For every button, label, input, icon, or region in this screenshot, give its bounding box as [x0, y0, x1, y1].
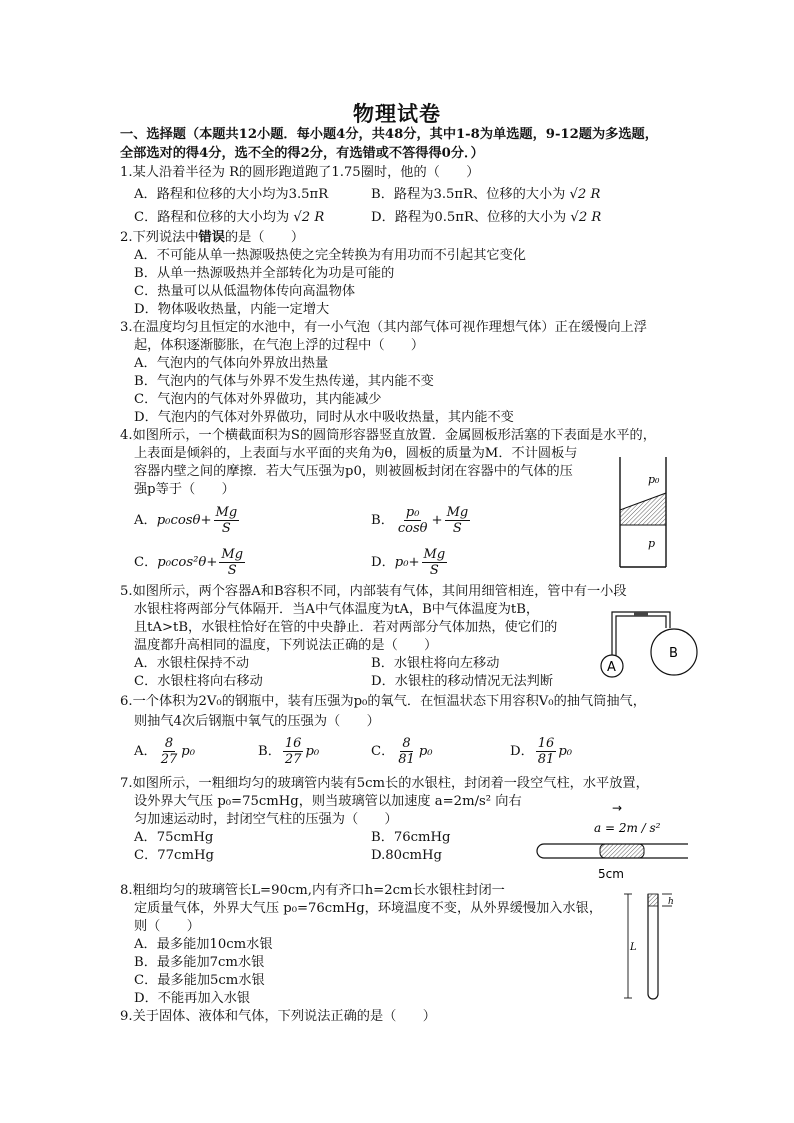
- q7-fig-arrow: →: [612, 801, 623, 815]
- q3-option-a: A．气泡内的气体向外界放出热量: [134, 356, 329, 371]
- q8-stem-line2: 定质量气体，外界大气压 p₀=76cmHg，环境温度不变，从外界缓慢加入水银，: [134, 901, 603, 916]
- q4-d-frac-num: Mg: [423, 547, 446, 562]
- q7-option-a: A．75cmHg: [134, 830, 214, 845]
- q4-stem-line3: 容器内壁之间的摩擦．若大气压强为p0，则被圆板封闭在容器中的气体的压: [134, 464, 573, 479]
- q6-d-num: 16: [537, 736, 555, 751]
- q6-option-a-frac: [159, 736, 180, 767]
- q4-b-frac2-num: Mg: [446, 505, 469, 520]
- section-heading-line2: 全部选对的得4分，选不全的得2分，有选错或不答得得0分．）: [120, 146, 484, 161]
- q4-b-frac1-den: cosθ: [397, 521, 428, 536]
- q1-option-b-text: B．路程为3.5πR、位移的大小为: [371, 187, 566, 202]
- q4-option-b-plus: +: [431, 513, 443, 528]
- q8-glass-tube: [648, 894, 658, 999]
- q6-option-b: [258, 736, 319, 767]
- q4-option-a: [134, 505, 241, 536]
- q8-option-c: C．最多能加5cm水银: [134, 973, 265, 988]
- q4-option-c-label: C．: [134, 555, 158, 570]
- q1-option-d: [371, 209, 601, 227]
- q1-option-b-math: √2 R: [569, 187, 601, 202]
- section-heading-line1: 一、选择题（本题共12小题．每小题4分，共48分，其中1-8为单选题，9-12题为多选题，: [120, 127, 658, 142]
- q8-option-a: A．最多能加10cm水银: [134, 937, 273, 952]
- q6-a-num: 8: [164, 736, 174, 751]
- q2-option-a: A．不可能从单一热源吸热使之完全转换为有用功而不引起其它变化: [134, 248, 526, 263]
- q1-option-d-text: D．路程为0.5πR、位移的大小为: [371, 210, 567, 225]
- q4-stem-line2: 上表面是倾斜的，上表面与水平面的夹角为θ，圆板的质量为M．不计圆板与: [134, 446, 578, 461]
- q6-b-den: 27: [284, 752, 302, 767]
- q7-stem-line1: 7.如图所示，一粗细均匀的玻璃管内装有5cm长的水银柱，封闭着一段空气柱，水平放置，: [120, 776, 649, 791]
- q7-tube-figure: [530, 800, 690, 882]
- q1-option-d-math: √2 R: [570, 210, 602, 225]
- q4-option-a-label: A．: [134, 513, 157, 528]
- q2-stem-pre: 2.下列说法中: [120, 230, 199, 245]
- q8-fig-label-l: L: [630, 942, 637, 953]
- q6-stem-line1: 6.一个体积为2V₀的钢瓶中，装有压强为p₀的氧气．在恒温状态下用容积V₀的抽气筒抽气，: [120, 694, 646, 709]
- q7-stem-line2: 设外界大气压 p₀=75cmHg，则当玻璃管以加速度 a=2m/s² 向右: [134, 794, 522, 809]
- q5-stem-line3: 且tA>tB，水银柱恰好在管的中央静止．若对两部分气体加热，使它们的: [134, 620, 558, 635]
- q4-option-c-frac: [219, 547, 245, 578]
- q4-fig-label-p0: p₀: [648, 473, 660, 486]
- q4-c-frac-num: Mg: [221, 547, 244, 562]
- q5-option-a: A．水银柱保持不动: [134, 656, 250, 671]
- q4-option-d: [371, 547, 449, 578]
- q4-a-frac-den: S: [221, 521, 231, 536]
- q5-option-c: C．水银柱将向右移动: [134, 674, 263, 689]
- q6-d-p0: p₀: [558, 744, 573, 759]
- q6-a-den: 27: [160, 752, 178, 767]
- q2-stem-emph: 错误: [198, 230, 225, 245]
- q4-option-c: [134, 547, 247, 578]
- q3-option-d: D．气泡内的气体对外界做功，同时从水中吸收热量，其内能不变: [134, 410, 514, 425]
- q4-option-b-label: B．: [371, 513, 394, 528]
- q6-option-a: [134, 736, 195, 767]
- q1-stem: 1.某人沿着半径为 R的圆形跑道跑了1.75圈时，他的（ ）: [120, 165, 480, 180]
- q7-fig-accel: a = 2m / s²: [594, 821, 661, 835]
- q4-option-b-frac2: [445, 505, 471, 536]
- q7-mercury-column: [600, 844, 644, 858]
- q6-option-c-frac: [396, 736, 417, 767]
- q8-tube-figure: [622, 886, 682, 1006]
- q4-option-a-expr: p₀cosθ+: [156, 513, 212, 528]
- q4-stem-line1: 4.如图所示，一个横截面积为S的圆筒形容器竖直放置．金属圆板形活塞的下表面是水平的，: [120, 428, 656, 443]
- q5-fig-label-b: B: [669, 646, 678, 661]
- q4-option-b: [371, 505, 472, 536]
- q4-a-frac-num: Mg: [215, 505, 238, 520]
- q7-stem-line3: 匀加速运动时，封闭空气柱的压强为（ ）: [134, 812, 398, 827]
- q6-b-num: 16: [284, 736, 302, 751]
- q6-stem-line2: 则抽气4次后钢瓶中氧气的压强为（ ）: [134, 714, 380, 729]
- q6-option-c: [371, 736, 433, 767]
- q5-stem-line2: 水银柱将两部分气体隔开．当A中气体温度为tA，B中气体温度为tB，: [134, 602, 540, 617]
- q3-option-b: B．气泡内的气体与外界不发生热传递，其内能不变: [134, 374, 434, 389]
- q3-stem-line2: 起，体积逐渐膨胀，在气泡上浮的过程中（ ）: [134, 338, 425, 353]
- q4-option-a-frac: [214, 505, 240, 536]
- q6-option-c-label: C．: [371, 744, 395, 759]
- q5-option-d: D．水银柱的移动情况无法判断: [371, 674, 554, 689]
- q6-c-den: 81: [398, 752, 415, 767]
- q1-option-c: [134, 209, 324, 227]
- q7-option-d: D.80cmHg: [371, 848, 442, 863]
- q6-c-p0: p₀: [418, 744, 433, 759]
- q3-stem-line1: 3.在温度均匀且恒定的水池中，有一小气泡（其内部气体可视作理想气体）正在缓慢向上浮: [120, 320, 647, 335]
- q6-option-b-frac: [283, 736, 304, 767]
- q5-containers-figure: [590, 600, 720, 685]
- q3-option-c: C．气泡内的气体对外界做功，其内能减少: [134, 392, 382, 407]
- q4-b-frac1-num: p₀: [405, 505, 420, 520]
- q4-d-frac-den: S: [429, 563, 439, 578]
- q7-fig-length: 5cm: [598, 867, 624, 881]
- q4-c-frac-den: S: [227, 563, 237, 578]
- q6-option-d-frac: [536, 736, 557, 767]
- q6-d-den: 81: [537, 752, 555, 767]
- q6-option-d: [510, 736, 572, 767]
- q4-option-d-label: D．: [371, 555, 395, 570]
- page-title: 物理试卷: [353, 101, 441, 126]
- q5-fig-label-a: A: [607, 660, 616, 675]
- q1-option-c-text: C．路程和位移的大小均为: [134, 210, 290, 225]
- q7-option-b: B．76cmHg: [371, 830, 451, 845]
- q6-option-b-label: B．: [258, 744, 281, 759]
- q6-c-num: 8: [402, 736, 411, 751]
- q6-option-d-label: D．: [510, 744, 534, 759]
- q6-option-a-label: A．: [134, 744, 157, 759]
- q5-stem-line4: 温度都升高相同的温度，下列说法正确的是（ ）: [134, 638, 438, 653]
- q4-piston: [620, 493, 666, 525]
- q4-fig-label-p: p: [648, 537, 656, 550]
- q4-cylinder-figure: [610, 455, 672, 575]
- q2-option-c: C．热量可以从低温物体传向高温物体: [134, 284, 356, 299]
- q8-fig-label-h: h: [668, 897, 674, 907]
- q1-option-c-math: √2 R: [293, 210, 325, 225]
- q2-option-d: D．物体吸收热量，内能一定增大: [134, 302, 330, 317]
- q4-stem-line4: 强p等于（ ）: [134, 482, 235, 497]
- q8-option-b: B．最多能加7cm水银: [134, 955, 265, 970]
- q6-b-p0: p₀: [305, 744, 320, 759]
- q8-mercury-column: [648, 894, 658, 906]
- q8-stem-line1: 8.粗细均匀的玻璃管长L=90cm,内有齐口h=2cm长水银柱封闭一: [120, 883, 505, 898]
- q5-mercury-column: [634, 612, 648, 616]
- q7-option-c: C．77cmHg: [134, 848, 214, 863]
- q2-option-b: B．从单一热源吸热并全部转化为功是可能的: [134, 266, 395, 281]
- q4-option-c-expr: p₀cos²θ+: [157, 555, 218, 570]
- q9-stem: 9.关于固体、液体和气体，下列说法正确的是（ ）: [120, 1009, 436, 1024]
- q4-option-b-frac1: [396, 505, 430, 536]
- q4-b-frac2-den: S: [452, 521, 462, 536]
- q1-option-b: [371, 186, 600, 204]
- q2-stem-post: 的是（ ）: [224, 230, 305, 245]
- q6-a-p0: p₀: [181, 744, 195, 759]
- q5-stem-line1: 5.如图所示，两个容器A和B容积不同，内部装有气体，其间用细管相连，管中有一小段: [120, 584, 627, 599]
- q4-option-d-frac: [422, 547, 448, 578]
- q5-option-b: B．水银柱将向左移动: [371, 656, 500, 671]
- q4-option-d-expr: p₀+: [394, 555, 420, 570]
- q8-option-d: D．不能再加入水银: [134, 991, 251, 1006]
- q8-stem-line3: 则（ ）: [134, 919, 200, 934]
- q1-option-a: A．路程和位移的大小均为3.5πR: [134, 187, 329, 202]
- q2-stem: [120, 229, 304, 247]
